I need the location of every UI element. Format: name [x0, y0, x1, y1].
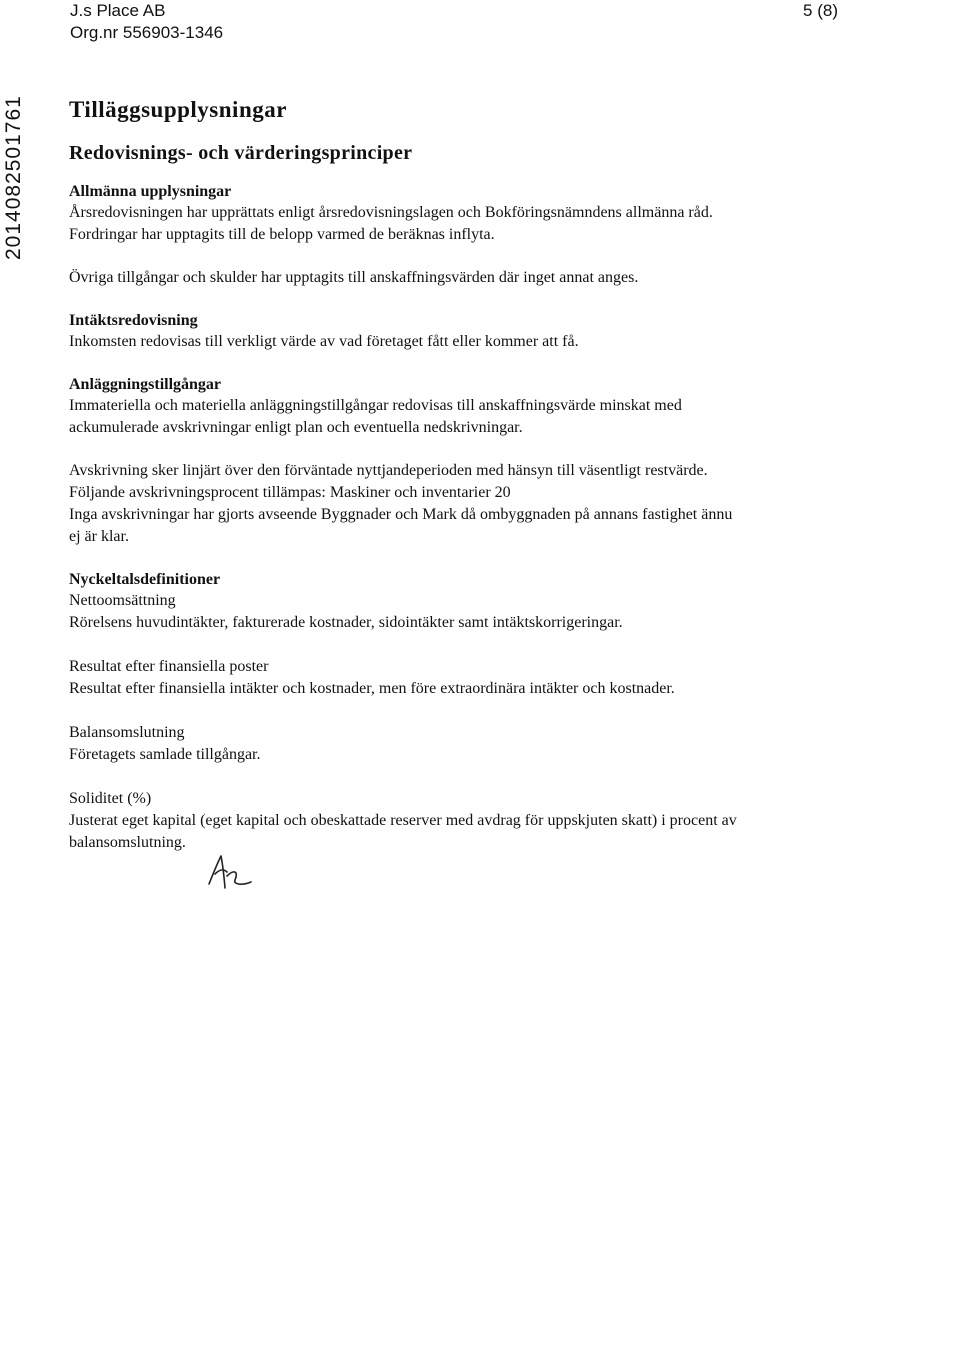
page-title: Tilläggsupplysningar — [69, 97, 287, 122]
paragraph-line: ackumulerade avskrivningar enligt plan och eventuella nedskrivningar. — [69, 419, 523, 436]
definition: Rörelsens huvudintäkter, fakturerade kostnader, sidointäkter samt intäktskorrigeringar. — [69, 614, 623, 631]
section-title: Redovisnings- och värderingsprinciper — [69, 142, 413, 164]
heading-nyckeltalsdefinitioner: Nyckeltalsdefinitioner — [69, 571, 221, 588]
paragraph-line: Fordringar har upptagits till de belopp varmed de beräknas inflyta. — [69, 226, 495, 243]
definition: Företagets samlade tillgångar. — [69, 746, 261, 763]
org-number: Org.nr 556903-1346 — [70, 23, 224, 42]
heading-allmanna-upplysningar: Allmänna upplysningar — [69, 183, 232, 200]
document-body — [69, 95, 869, 854]
heading-anlaggningstillgangar: Anläggningstillgångar — [69, 376, 222, 393]
paragraph-line: Inkomsten redovisas till verkligt värde av vad företaget fått eller kommer att få. — [69, 333, 579, 350]
paragraph-line: Inga avskrivningar har gjorts avseende Byggnader och Mark då ombyggnaden på annans fastighet ännu — [69, 506, 733, 523]
page-number: 5 (8) — [803, 1, 838, 20]
definition: Resultat efter finansiella intäkter och kostnader, men före extraordinära intäkter och kostnader. — [69, 680, 675, 697]
term-balansomslutning: Balansomslutning — [69, 724, 185, 741]
handwritten-initials — [205, 852, 255, 892]
paragraph-line: ej är klar. — [69, 528, 129, 545]
heading-intaktsredovisning: Intäktsredovisning — [69, 312, 198, 329]
paragraph-line: Övriga tillgångar och skulder har upptagits till anskaffningsvärden där inget annat anges. — [69, 269, 639, 286]
company-name: J.s Place AB — [70, 1, 166, 20]
term-soliditet: Soliditet (%) — [69, 790, 152, 807]
paragraph-line: Immateriella och materiella anläggningstillgångar redovisas till anskaffningsvärde minskat med — [69, 397, 682, 414]
definition: balansomslutning. — [69, 834, 186, 851]
term-resultat-efter-finansiella-poster: Resultat efter finansiella poster — [69, 658, 269, 675]
term-nettoomsattning: Nettoomsättning — [69, 592, 176, 609]
paragraph-line: Årsredovisningen har upprättats enligt årsredovisningslagen och Bokföringsnämndens allmänna råd. — [69, 204, 713, 221]
paragraph-line: Avskrivning sker linjärt över den förväntade nyttjandeperioden med hänsyn till väsentligt restvärde. — [69, 462, 708, 479]
definition: Justerat eget kapital (eget kapital och obeskattade reserver med avdrag för uppskjuten skatt) i procent av — [69, 812, 737, 829]
document-id-vertical: 2014082501761 — [2, 95, 25, 260]
paragraph-line: Följande avskrivningsprocent tillämpas: Maskiner och inventarier 20 — [69, 484, 511, 501]
